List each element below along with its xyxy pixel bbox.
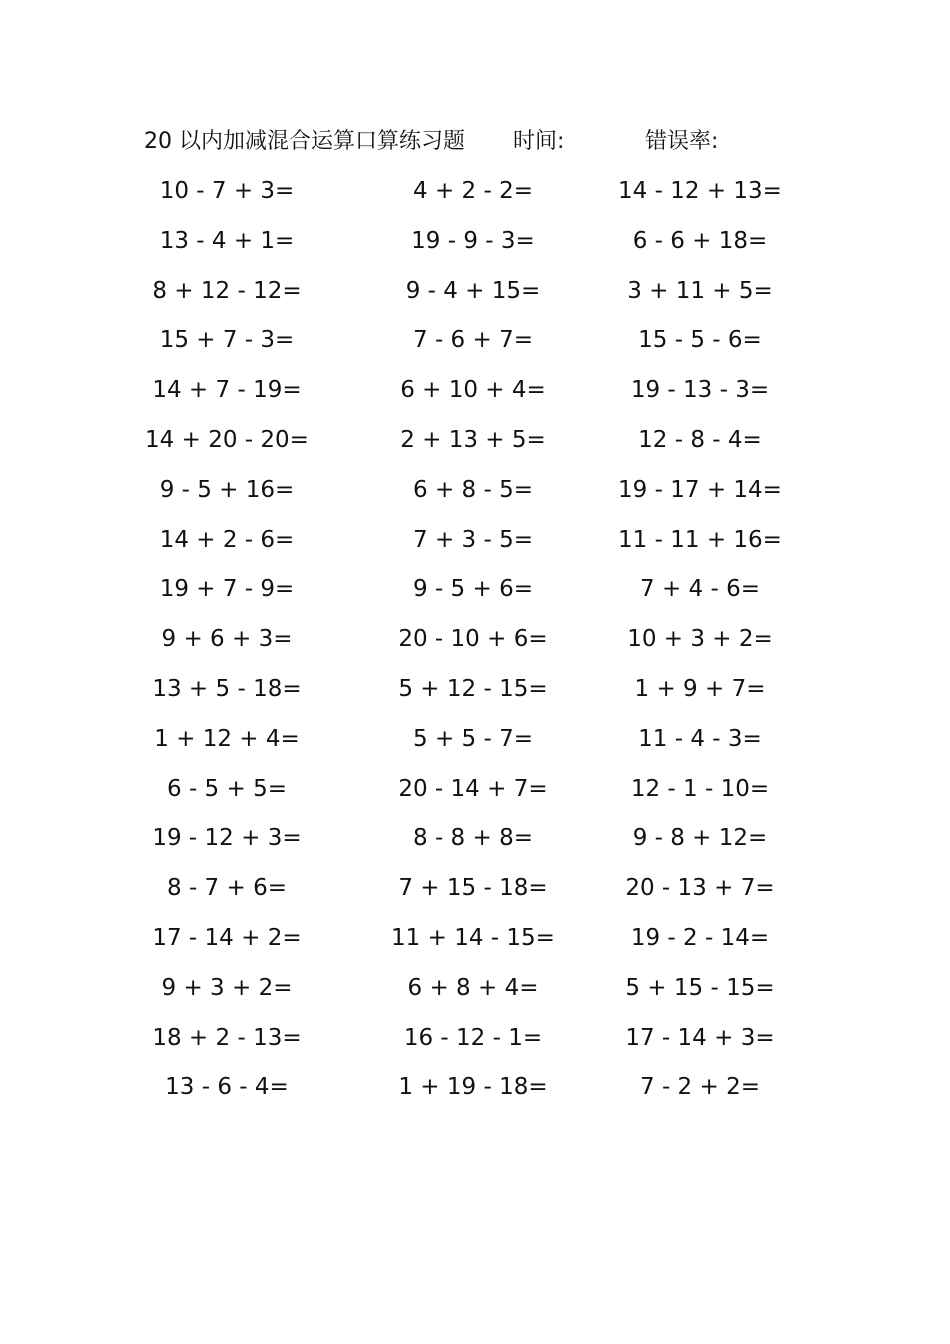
problem-item: 14 + 2 - 6= [159,526,295,553]
problem-row [0,970,950,1006]
problem-item: 18 + 2 - 13= [152,1024,302,1051]
problem-row [0,771,950,807]
problem-item: 7 + 3 - 5= [413,526,533,553]
problem-item: 10 - 7 + 3= [159,178,295,204]
problem-item: 9 - 4 + 15= [405,277,541,304]
problem-row [0,571,950,607]
problem-item: 13 + 5 - 18= [152,676,302,702]
problem-row [0,273,950,309]
problem-item: 15 + 7 - 3= [159,327,295,354]
problem-row [0,472,950,508]
problem-item: 6 - 5 + 5= [167,775,287,802]
problem-item: 1 + 9 + 7= [634,676,766,702]
problem-row [0,422,950,458]
problem-item: 17 - 14 + 3= [625,1024,775,1051]
problem-row [0,173,950,209]
problem-item: 16 - 12 - 1= [403,1024,543,1051]
problem-item: 7 - 2 + 2= [640,1074,760,1101]
problem-item: 8 - 8 + 8= [413,825,533,852]
problem-item: 1 + 12 + 4= [154,725,300,752]
problem-item: 9 - 8 + 12= [632,825,768,852]
problem-item: 5 + 15 - 15= [625,974,775,1001]
problem-item: 5 + 5 - 7= [413,725,533,752]
problem-item: 9 + 3 + 2= [161,974,293,1001]
problem-item: 14 - 12 + 13= [618,178,782,204]
worksheet-title: 20 以内加减混合运算口算练习题 [144,129,465,154]
problem-item: 12 - 8 - 4= [638,427,762,453]
problem-item: 7 + 15 - 18= [398,875,548,902]
problem-row [0,223,950,259]
problem-item: 1 + 19 - 18= [398,1074,548,1101]
problem-item: 14 + 20 - 20= [145,427,309,453]
problem-item: 11 - 4 - 3= [638,725,762,752]
problem-item: 3 + 11 + 5= [627,277,773,304]
problem-row [0,1069,950,1105]
problem-row [0,322,950,358]
problem-row [0,522,950,558]
problem-row [0,671,950,707]
problem-item: 19 - 2 - 14= [630,925,770,951]
problem-item: 5 + 12 - 15= [398,676,548,702]
problem-item: 9 - 5 + 6= [413,576,533,603]
problem-item: 19 - 12 + 3= [152,825,302,852]
problem-item: 6 - 6 + 18= [632,227,768,254]
problem-item: 14 + 7 - 19= [152,377,302,404]
problem-row [0,372,950,408]
problem-item: 11 + 14 - 15= [391,925,555,951]
problem-item: 11 - 11 + 16= [618,526,782,553]
problem-item: 13 - 6 - 4= [165,1074,289,1101]
time-label: 时间: [513,129,565,154]
problem-item: 6 + 8 + 4= [407,974,539,1001]
problem-item: 17 - 14 + 2= [152,925,302,951]
problem-item: 7 - 6 + 7= [413,327,533,354]
problem-item: 7 + 4 - 6= [640,576,760,603]
problem-item: 12 - 1 - 10= [630,775,770,802]
problem-item: 19 - 9 - 3= [411,227,535,254]
problem-item: 9 + 6 + 3= [161,626,293,653]
problem-item: 4 + 2 - 2= [413,178,533,204]
problem-item: 20 - 14 + 7= [398,775,548,802]
problem-row [0,870,950,906]
problem-row [0,621,950,657]
problem-item: 13 - 4 + 1= [159,227,295,254]
problem-item: 8 - 7 + 6= [167,875,287,902]
problem-row [0,721,950,757]
problem-item: 20 - 13 + 7= [625,875,775,902]
problem-item: 9 - 5 + 16= [159,476,295,503]
problem-row [0,920,950,956]
problem-item: 15 - 5 - 6= [638,327,762,354]
problem-item: 19 - 13 - 3= [630,377,770,404]
problem-item: 6 + 10 + 4= [400,377,546,404]
problem-item: 19 + 7 - 9= [159,576,295,603]
problem-item: 10 + 3 + 2= [627,626,773,653]
problem-row [0,820,950,856]
problem-item: 6 + 8 - 5= [413,476,533,503]
problem-item: 2 + 13 + 5= [400,427,546,453]
error-rate-label: 错误率: [645,129,719,154]
problem-row [0,1020,950,1056]
problem-item: 19 - 17 + 14= [618,476,782,503]
problem-item: 8 + 12 - 12= [152,277,302,304]
problem-item: 20 - 10 + 6= [398,626,548,653]
